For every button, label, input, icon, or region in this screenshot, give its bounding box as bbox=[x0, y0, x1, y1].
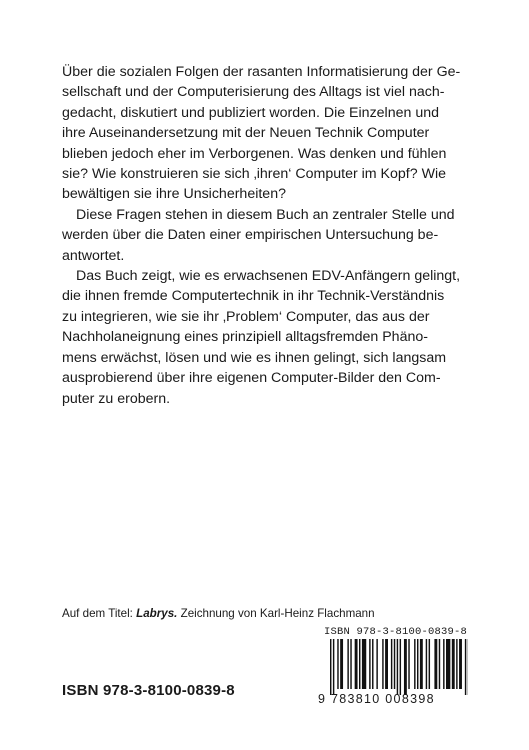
credit-title: Labrys. bbox=[136, 607, 178, 620]
blurb-line: Nachholaneignung eines prinzipiell alltagsfremden Phäno- bbox=[62, 329, 428, 346]
blurb-line: ausprobierend über ihre eigenen Computer-Bilder den Com- bbox=[62, 370, 441, 387]
barcode-bar bbox=[429, 639, 430, 689]
blurb-line: sellschaft und der Computerisierung des Alltags ist viel nach- bbox=[62, 84, 445, 101]
blurb-line: antwortet. bbox=[62, 247, 125, 264]
barcode-bar bbox=[340, 639, 343, 689]
blurb-line: Über die sozialen Folgen der rasanten Informatisierung der Ge- bbox=[62, 64, 461, 80]
barcode-bar bbox=[372, 639, 373, 689]
barcode-bar bbox=[408, 639, 409, 689]
blurb-paragraph-2 bbox=[62, 205, 468, 266]
barcode-isbn-text: ISBN 978-3-8100-0839-8 bbox=[324, 626, 468, 638]
blurb-line: Diese Fragen stehen in diesem Buch an zentraler Stelle und bbox=[76, 206, 455, 223]
barcode-bar bbox=[452, 639, 455, 689]
barcode-bar bbox=[404, 639, 407, 695]
barcode-bar bbox=[350, 639, 351, 689]
blurb-line: zu integrieren, wie sie ihr ‚Problem‘ Computer, das aus der bbox=[62, 308, 430, 325]
barcode-bar bbox=[337, 639, 338, 689]
barcode-bars bbox=[318, 639, 468, 697]
barcode-bar bbox=[355, 639, 358, 689]
blurb-line: werden über die Daten einer empirischen Untersuchung be- bbox=[62, 227, 439, 244]
barcode-bar bbox=[376, 639, 377, 689]
blurb-line: sie? Wie konstruieren sie sich ‚ihren‘ Computer im Kopf? Wie bbox=[62, 166, 446, 183]
cover-credit bbox=[62, 607, 375, 621]
blurb-line: die ihnen fremde Computertechnik in ihr Technik-Verständnis bbox=[62, 288, 445, 305]
blurb-line: bewältigen sie ihre Unsicherheiten? bbox=[62, 186, 286, 203]
barcode-bar bbox=[359, 639, 360, 689]
barcode-bar bbox=[434, 639, 437, 689]
barcode-bar bbox=[456, 639, 457, 689]
barcode-bar bbox=[417, 639, 418, 689]
barcode-bar bbox=[369, 639, 370, 689]
blurb-line: ihre Auseinandersetzung mit der Neuen Technik Computer bbox=[62, 125, 430, 142]
barcode-bar bbox=[333, 639, 334, 695]
barcode-bar bbox=[391, 639, 392, 689]
barcode-bar bbox=[414, 639, 415, 689]
credit-prefix: Auf dem Titel: bbox=[62, 607, 133, 620]
barcode-bar bbox=[382, 639, 383, 689]
back-cover-blurb bbox=[62, 62, 468, 409]
barcode-bar bbox=[446, 639, 450, 689]
blurb-paragraph-3 bbox=[62, 266, 468, 409]
blurb-paragraph-1 bbox=[62, 62, 468, 205]
blurb-line: gedacht, diskutiert und publiziert worden. Die Einzelnen und bbox=[62, 104, 439, 121]
barcode-bar bbox=[426, 639, 427, 689]
blurb-line: Das Buch zeigt, wie es erwachsenen EDV-Anfängern gelingt, bbox=[76, 268, 461, 285]
barcode-bar bbox=[443, 639, 444, 689]
isbn-label: ISBN 978-3-8100-0839-8 bbox=[62, 682, 235, 699]
barcode-bar bbox=[330, 639, 331, 695]
barcode-ean-digits: 9 783810 008398 bbox=[318, 692, 435, 706]
barcode-bar bbox=[400, 639, 401, 695]
barcode-bar bbox=[439, 639, 440, 689]
credit-suffix: Zeichnung von Karl-Heinz Flachmann bbox=[180, 607, 375, 620]
blurb-line: blieben jedoch eher im Verborgenen. Was denken und fühlen bbox=[62, 145, 447, 162]
barcode-bar bbox=[465, 639, 466, 695]
blurb-line: puter zu erobern. bbox=[62, 390, 171, 407]
barcode-bar bbox=[397, 639, 398, 695]
barcode-bar bbox=[347, 639, 348, 689]
barcode-bar bbox=[420, 639, 423, 689]
barcode-bar bbox=[394, 639, 395, 689]
blurb-line: mens erwächst, lösen und wie es ihnen gelingt, sich langsam bbox=[62, 349, 447, 366]
barcode-bar bbox=[459, 639, 462, 689]
barcode-bar bbox=[362, 639, 366, 689]
barcode-bar bbox=[385, 639, 388, 689]
isbn-barcode bbox=[318, 626, 468, 708]
